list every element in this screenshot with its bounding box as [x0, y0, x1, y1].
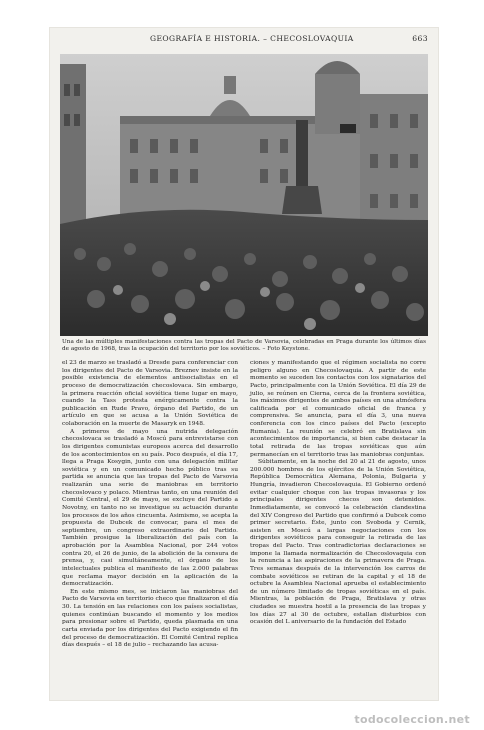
- watermark: todocoleccion.net: [354, 713, 470, 726]
- running-title: GEOGRAFÍA E HISTORIA. – CHECOSLOVAQUIA: [150, 34, 354, 43]
- paragraph: el 23 de marzo se trasladó a Dresde para conferenciar con los dirigentes del Pacto de Varsovia. Breznev insiste en la posible existencia de elementos antisocialistas en el proceso de democratización checoslovaca. Sin embargo, la primera reacción oficial soviética tiene lugar en mayo, cuando la Tass protesta enérgicamente contra la publicación en Rude Pravo, órgano del Partido, de un artículo en que se acusa a la Unión Soviética de colaboración en la muerte de Masaryk en 1948.: [62, 360, 238, 427]
- magazine-page: [50, 28, 438, 700]
- paragraph: ciones y manifestando que el régimen socialista no corre peligro alguno en Checoslovaquia. A partir de este momento se suceden los contactos con los signatarios del Pacto, principalmente con la Unión Soviética. El día 29 de julio, se reúnen en Cierna, cerca de la frontera soviética, los máximos dirigentes de ambos países en una atmósfera calificada por el comunicado oficial de franca y comprensiva. Se anuncia, para el día 3, una nueva conferencia con los cinco países del Pacto (excepto Rumania). La reunión se celebró en Bratislava sin acontecimientos de importancia, si bien cabe destacar la total retirada de las tropas soviéticas que aún permanecían en el territorio tras las maniobras conjuntas.: [250, 360, 426, 458]
- right-text-column: [250, 360, 426, 627]
- paragraph: A primeros de mayo una nutrida delegación checoslovaca se trasladó a Moscú para entrevistarse con los dirigentes comunistas europeos acerca del desarrollo de los acontecimientos en su país. Poco después, el día 17, llega a Praga Kosygin, junto con una delegación militar soviética y en un comunicado hecho público tras su partida se anuncia que las tropas del Pacto de Varsovia realizarán una serie de maniobras en territorio checoslovaco y polaco. Mientras tanto, en una reunión del Comité Central, el 29 de mayo, se excluye del Partido a Novotny, en tanto no se investigue su actuación durante los procesos de los años cincuenta. Asimismo, se acepta la propuesta de Dubcek de convocar, para el mes de septiembre, un congreso extraordinario del Partido. También prosigue la liberalización del país con la aprobación por la Asamblea Nacional, por 244 votos contra 20, el 26 de junio, de la abolición de la censura de prensa, y, casi simultáneamente, el órgano de los intelectuales publica el manifiesto de las 2.000 palabras que reclama mayor decisión en la aplicación de la democratización.: [62, 428, 238, 588]
- photograph-crowd-prague-square: [60, 54, 428, 336]
- photo-caption: Una de las múltiples manifestaciones contra las tropas del Pacto de Varsovia, celebradas en Praga durante los últimos días de agosto de 1968, tras la ocupación del territorio por los soviéticos. – Foto Keystone.: [62, 339, 426, 353]
- page-header: [50, 34, 438, 48]
- left-text-column: [62, 360, 238, 650]
- paragraph: Súbitamente, en la noche del 20 al 21 de agosto, unos 200.000 hombres de los ejércitos de la Unión Soviética, República Democrática Alemana, Polonia, Bulgaria y Hungría, invadieron Checoslovaquia. El Gobierno ordenó evitar cualquier choque con las tropas invasoras y los principales dirigentes checos son detenidos. Inmediatamente, se convocó la celebración clandestina del XIV Congreso del Partido que confirmó a Dubcek como primer secretario. Éste, junto con Svoboda y Cernik, asisten en Moscú a largas negociaciones con los dirigentes soviéticos para conseguir la retirada de las tropas del Pacto. Tras contradictorias declaraciones se impone la llamada normalización de Checoslovaquia con la renuncia a las aspiraciones de la primavera de Praga. Tres semanas después de la intervención los carros de combate soviéticos se retiran de la capital y el 18 de octubre la Asamblea Nacional aprueba el establecimiento de un número limitado de tropas soviéticas en el país. Mientras, la población de Praga, Bratislava y otras ciudades se muestra hostil a la presencia de las tropas y los días 27 al 30 de octubre, estallan disturbios con ocasión del L aniversario de la fundación del Estado: [250, 459, 426, 626]
- page-number: 663: [412, 34, 428, 43]
- paragraph: En este mismo mes, se iniciaron las maniobras del Pacto de Varsovia en territorio checo que finalizaron el día 30. La tensión en las relaciones con los países socialistas, quienes continúan buscando el momento y los medios para presionar sobre el Partido, queda plasmada en una carta enviada por los dirigentes del Pacto exigiendo el fin del proceso de democratización. El Comité Central replica días después – el 18 de julio – rechazando las acusa-: [62, 588, 238, 649]
